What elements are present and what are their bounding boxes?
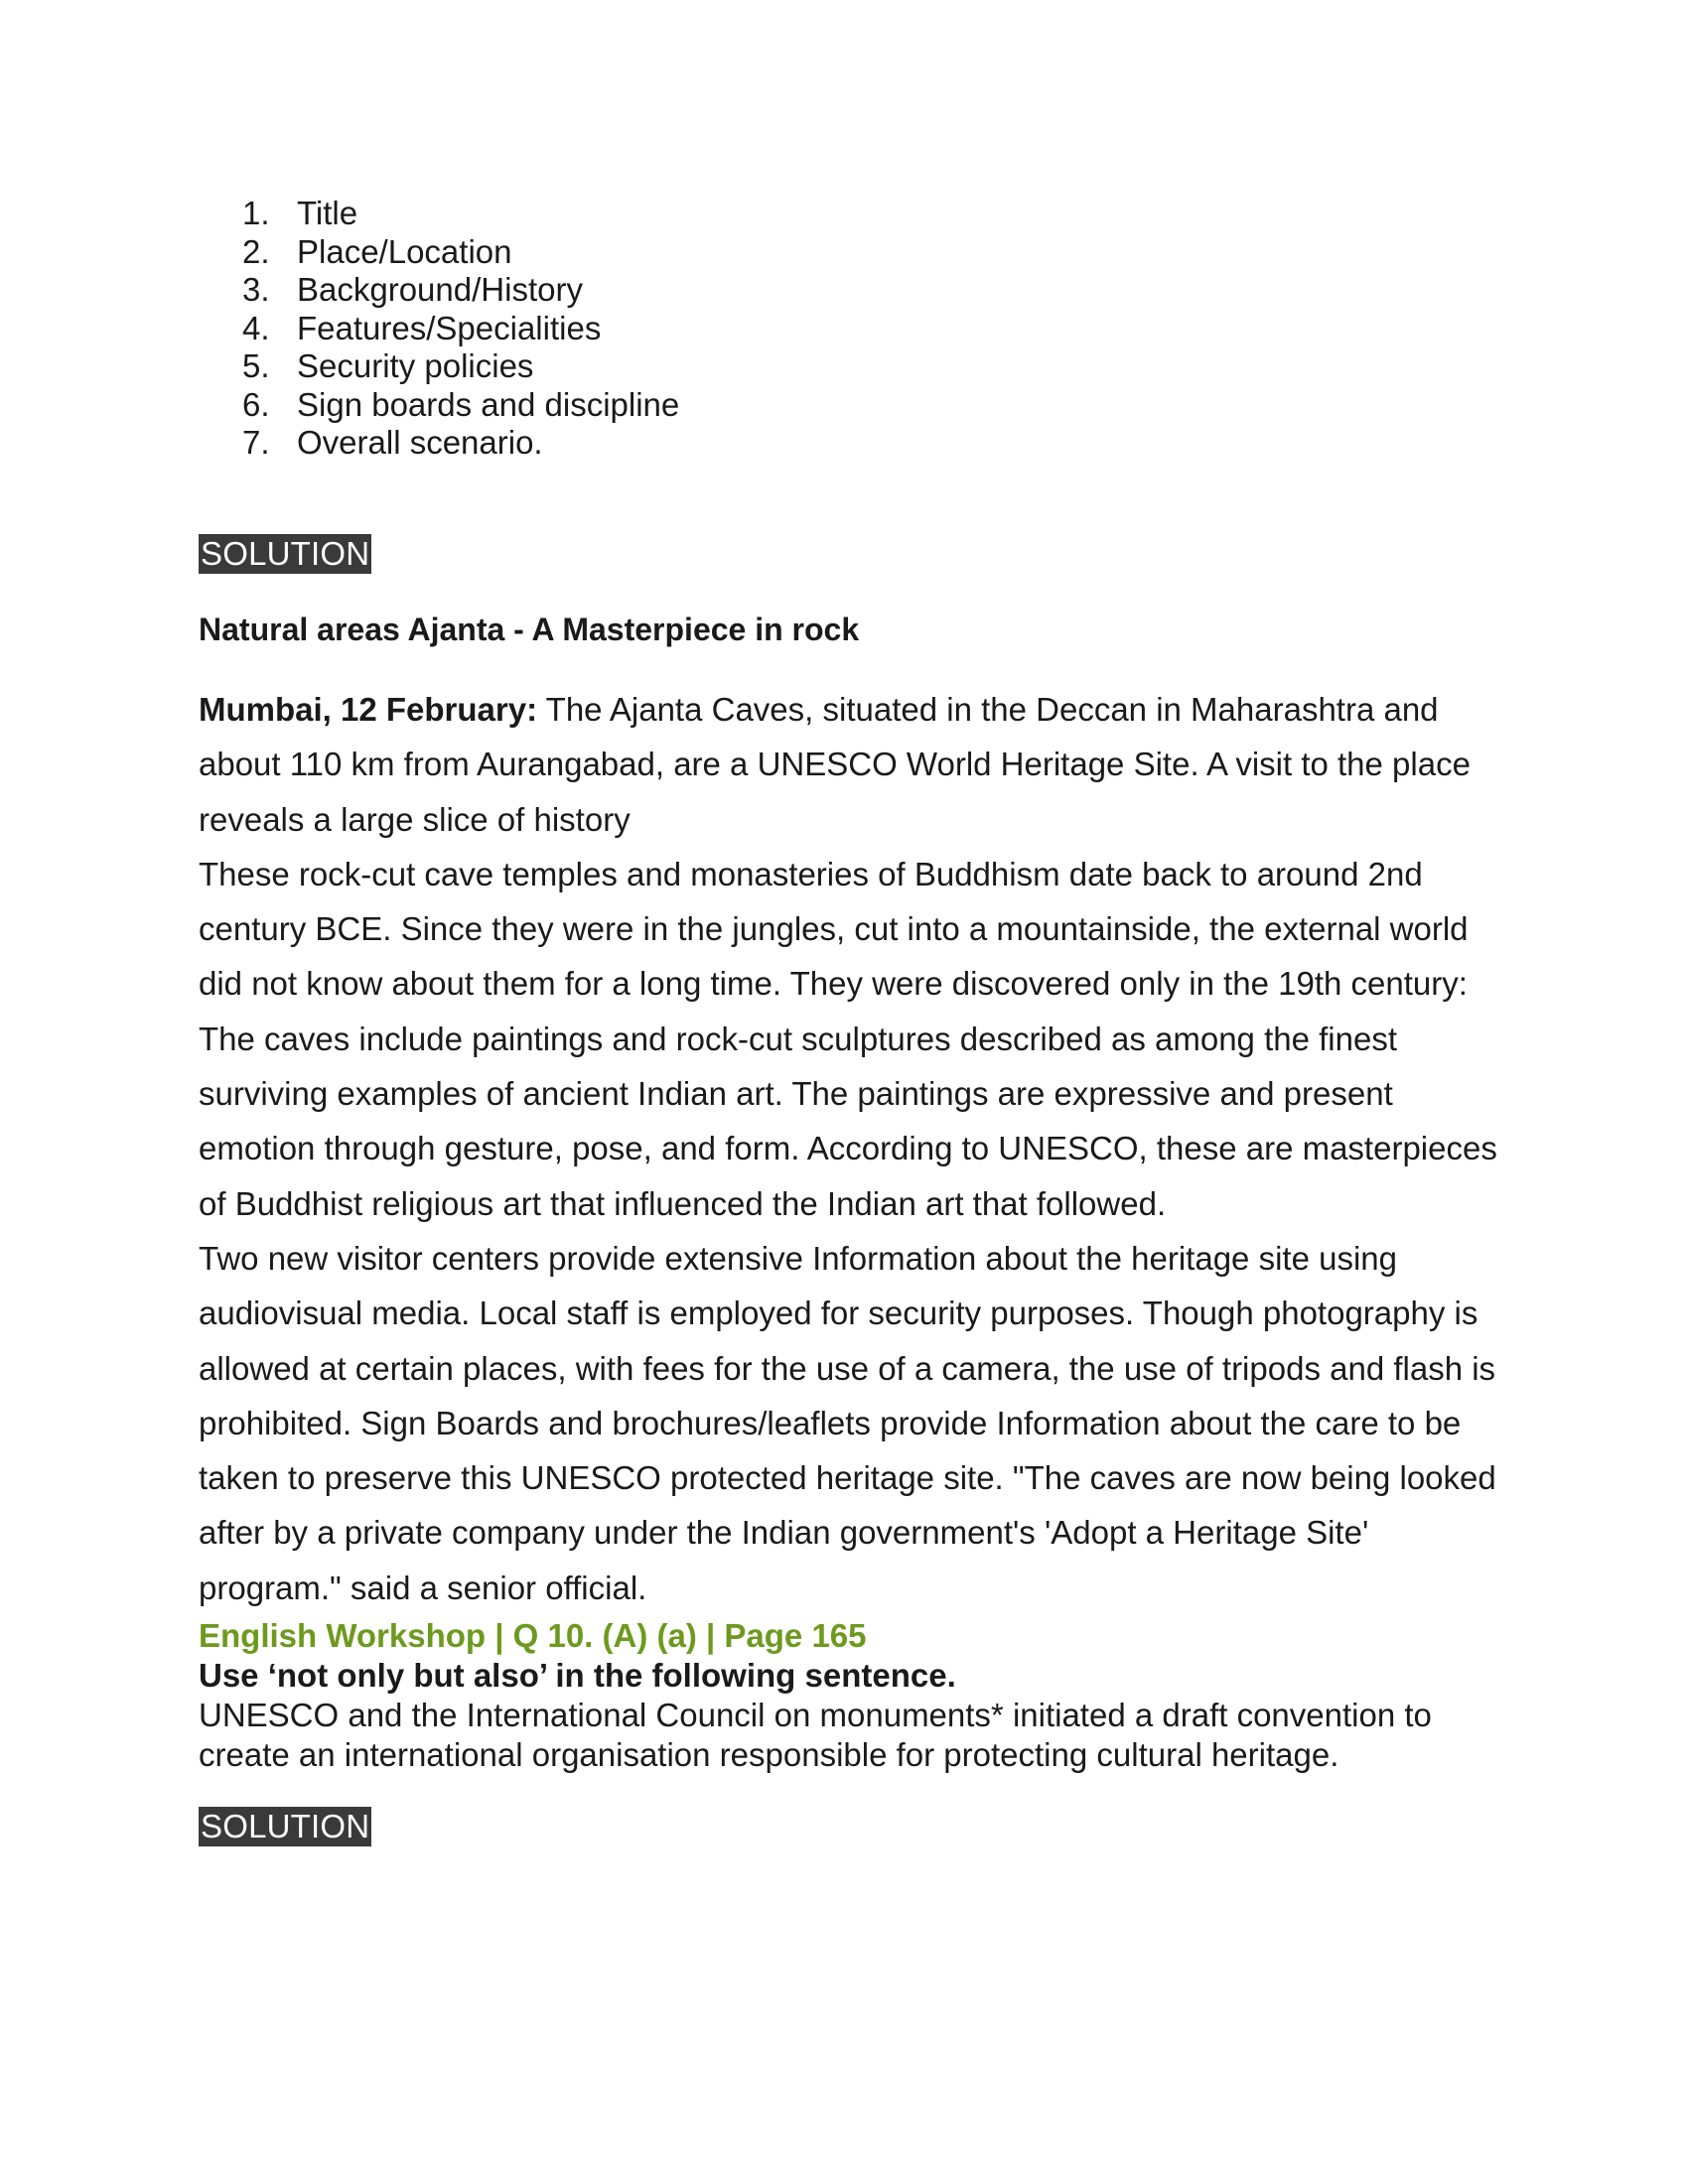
list-item	[242, 347, 679, 386]
list-item-number: 5.	[242, 347, 270, 384]
list-item-number: 7.	[242, 424, 270, 461]
list-item-number: 4.	[242, 309, 270, 346]
article-paragraph	[199, 682, 1509, 847]
list-item	[242, 310, 679, 348]
list-item	[242, 271, 679, 310]
list-item-label: Background/History	[297, 271, 583, 308]
list-item	[242, 233, 679, 272]
list-item-label: Security policies	[297, 347, 534, 384]
list-item-label: Features/Specialities	[297, 309, 602, 346]
list-item	[242, 195, 679, 233]
solution-badge: SOLUTION	[201, 1808, 370, 1844]
article-paragraph: These rock-cut cave temples and monasteries of Buddhism date back to around 2nd century BCE. Since they were in the jungles, cut into a mountainside, the external world did not know about them for a long time. They were discovered only in the 19th century: The caves include paintings and rock-cut sculptures described as among the finest surviving examples of ancient Indian art. The paintings are expressive and present emotion through gesture, pose, and form. According to UNESCO, these are masterpieces of Buddhist religious art that influenced the Indian art that followed.	[199, 855, 1497, 1222]
list-item-number: 6.	[242, 385, 270, 423]
article-body	[199, 682, 1509, 1615]
question-reference: English Workshop | Q 10. (A) (a) | Page 165	[199, 1617, 867, 1654]
question-sentence: UNESCO and the International Council on monuments* initiated a draft convention to create an international organisation responsible for protecting cultural heritage.	[199, 1697, 1432, 1773]
list-item-label: Sign boards and discipline	[297, 385, 680, 423]
article-paragraph: Two new visitor centers provide extensive Information about the heritage site using audiovisual media. Local staff is employed for security purposes. Though photography is allowed at certain places, with fees for the use of a camera, the use of tripods and flash is prohibited. Sign Boards and brochures/leaflets provide Information about the care to be taken to preserve this UNESCO protected heritage site. "The caves are now being looked after by a private company under the Indian government's 'Adopt a Heritage Site' program." said a senior official.	[199, 1239, 1496, 1606]
list-item-label: Place/Location	[297, 232, 512, 270]
list-item-label: Overall scenario.	[297, 424, 543, 461]
list-item	[242, 424, 679, 463]
outline-list	[242, 195, 679, 463]
article-dateline: Mumbai, 12 February:	[199, 691, 538, 728]
solution-badge: SOLUTION	[201, 535, 370, 572]
list-item-number: 1.	[242, 195, 270, 231]
list-item-number: 3.	[242, 271, 270, 308]
question-block	[199, 1616, 1509, 1775]
list-item-number: 2.	[242, 232, 270, 270]
list-item-label: Title	[297, 195, 358, 231]
list-item	[242, 386, 679, 425]
question-prompt: Use ‘not only but also’ in the following sentence.	[199, 1657, 956, 1694]
article-title: Natural areas Ajanta - A Masterpiece in rock	[199, 612, 860, 647]
article-paragraph-text: The Ajanta Caves, situated in the Deccan in Maharashtra and about 110 km from Aurangabad, are a UNESCO World Heritage Site. A visit to the place reveals a large slice of history	[199, 691, 1471, 838]
